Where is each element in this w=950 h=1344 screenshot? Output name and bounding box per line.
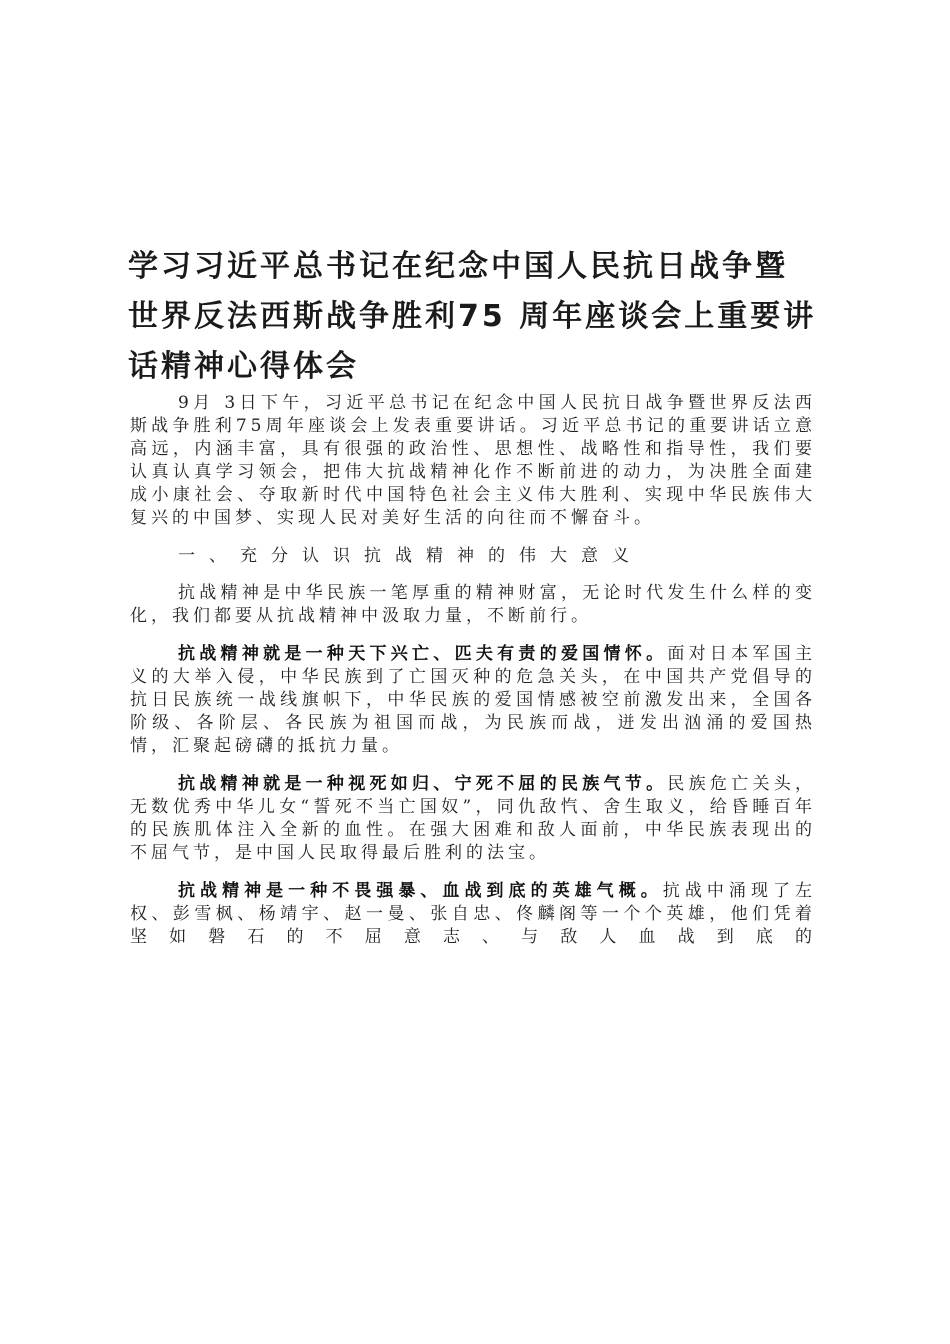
- document-title: [128, 242, 828, 392]
- title-line-3: 话精神心得体会: [128, 349, 359, 384]
- point-3-lead: 抗战精神是一种不畏强暴、血战到底的英雄气概。: [178, 881, 663, 901]
- point-2-lead: 抗战精神就是一种视死如归、宁死不屈的民族气节。: [178, 774, 668, 794]
- section-heading: 一、充分认识抗战精神的伟大意义: [178, 546, 643, 566]
- intro-paragraph: 9月 3日下午，习近平总书记在纪念中国人民抗日战争暨世界反法西斯战争胜利75周年座谈会上发表重要讲话。习近平总书记的重要讲话立意高远，内涵丰富，具有很强的政治性、思想性、战略性和指导性，我们要认真认真学习领会，把伟大抗战精神化作不断前进的动力，为决胜全面建成小康社会、夺取新时代中国特色社会主义伟大胜利、实现中华民族伟大复兴的中国梦、实现人民对美好生活的向往而不懈奋斗。: [130, 393, 816, 528]
- document-body: [130, 392, 816, 949]
- point-3-text: 抗战中涌现了左权、彭雪枫、杨靖宇、赵一曼、张自忠、佟麟阁等一个个英雄，他们凭着坚如磐石的不屈意志、与敌人血战到底的: [130, 881, 817, 947]
- point-paragraph-2: [130, 773, 816, 865]
- point-1-text: 面对日本军国主义的大举入侵，中华民族到了亡国灭种的危急关头，在中国共产党倡导的抗日民族统一战线旗帜下，中华民族的爱国情感被空前激发出来，全国各阶级、各阶层、各民族为祖国而战，为民族而战，迸发出汹涌的爱国热情，汇聚起磅礴的抵抗力量。: [130, 644, 816, 756]
- point-1-lead: 抗战精神就是一种天下兴亡、匹夫有责的爱国情怀。: [178, 644, 668, 664]
- point-paragraph-3: [130, 880, 816, 949]
- point-2-text: 民族危亡关头，无数优秀中华儿女“誓死不当亡国奴”，同仇敌忾、舍生取义，给昏睡百年的民族肌体注入全新的血性。在强大困难和敌人面前，中华民族表现出的不屈气节，是中国人民取得最后胜利的法宝。: [130, 774, 816, 863]
- title-line-1: 学习习近平总书记在纪念中国人民抗日战争暨: [128, 249, 788, 284]
- title-line-2: 世界反法西斯战争胜利75 周年座谈会上重要讲: [128, 299, 817, 334]
- point-paragraph-1: [130, 643, 816, 758]
- section-paragraph: 抗战精神是中华民族一笔厚重的精神财富，无论时代发生什么样的变化，我们都要从抗战精神中汲取力量，不断前行。: [130, 583, 816, 626]
